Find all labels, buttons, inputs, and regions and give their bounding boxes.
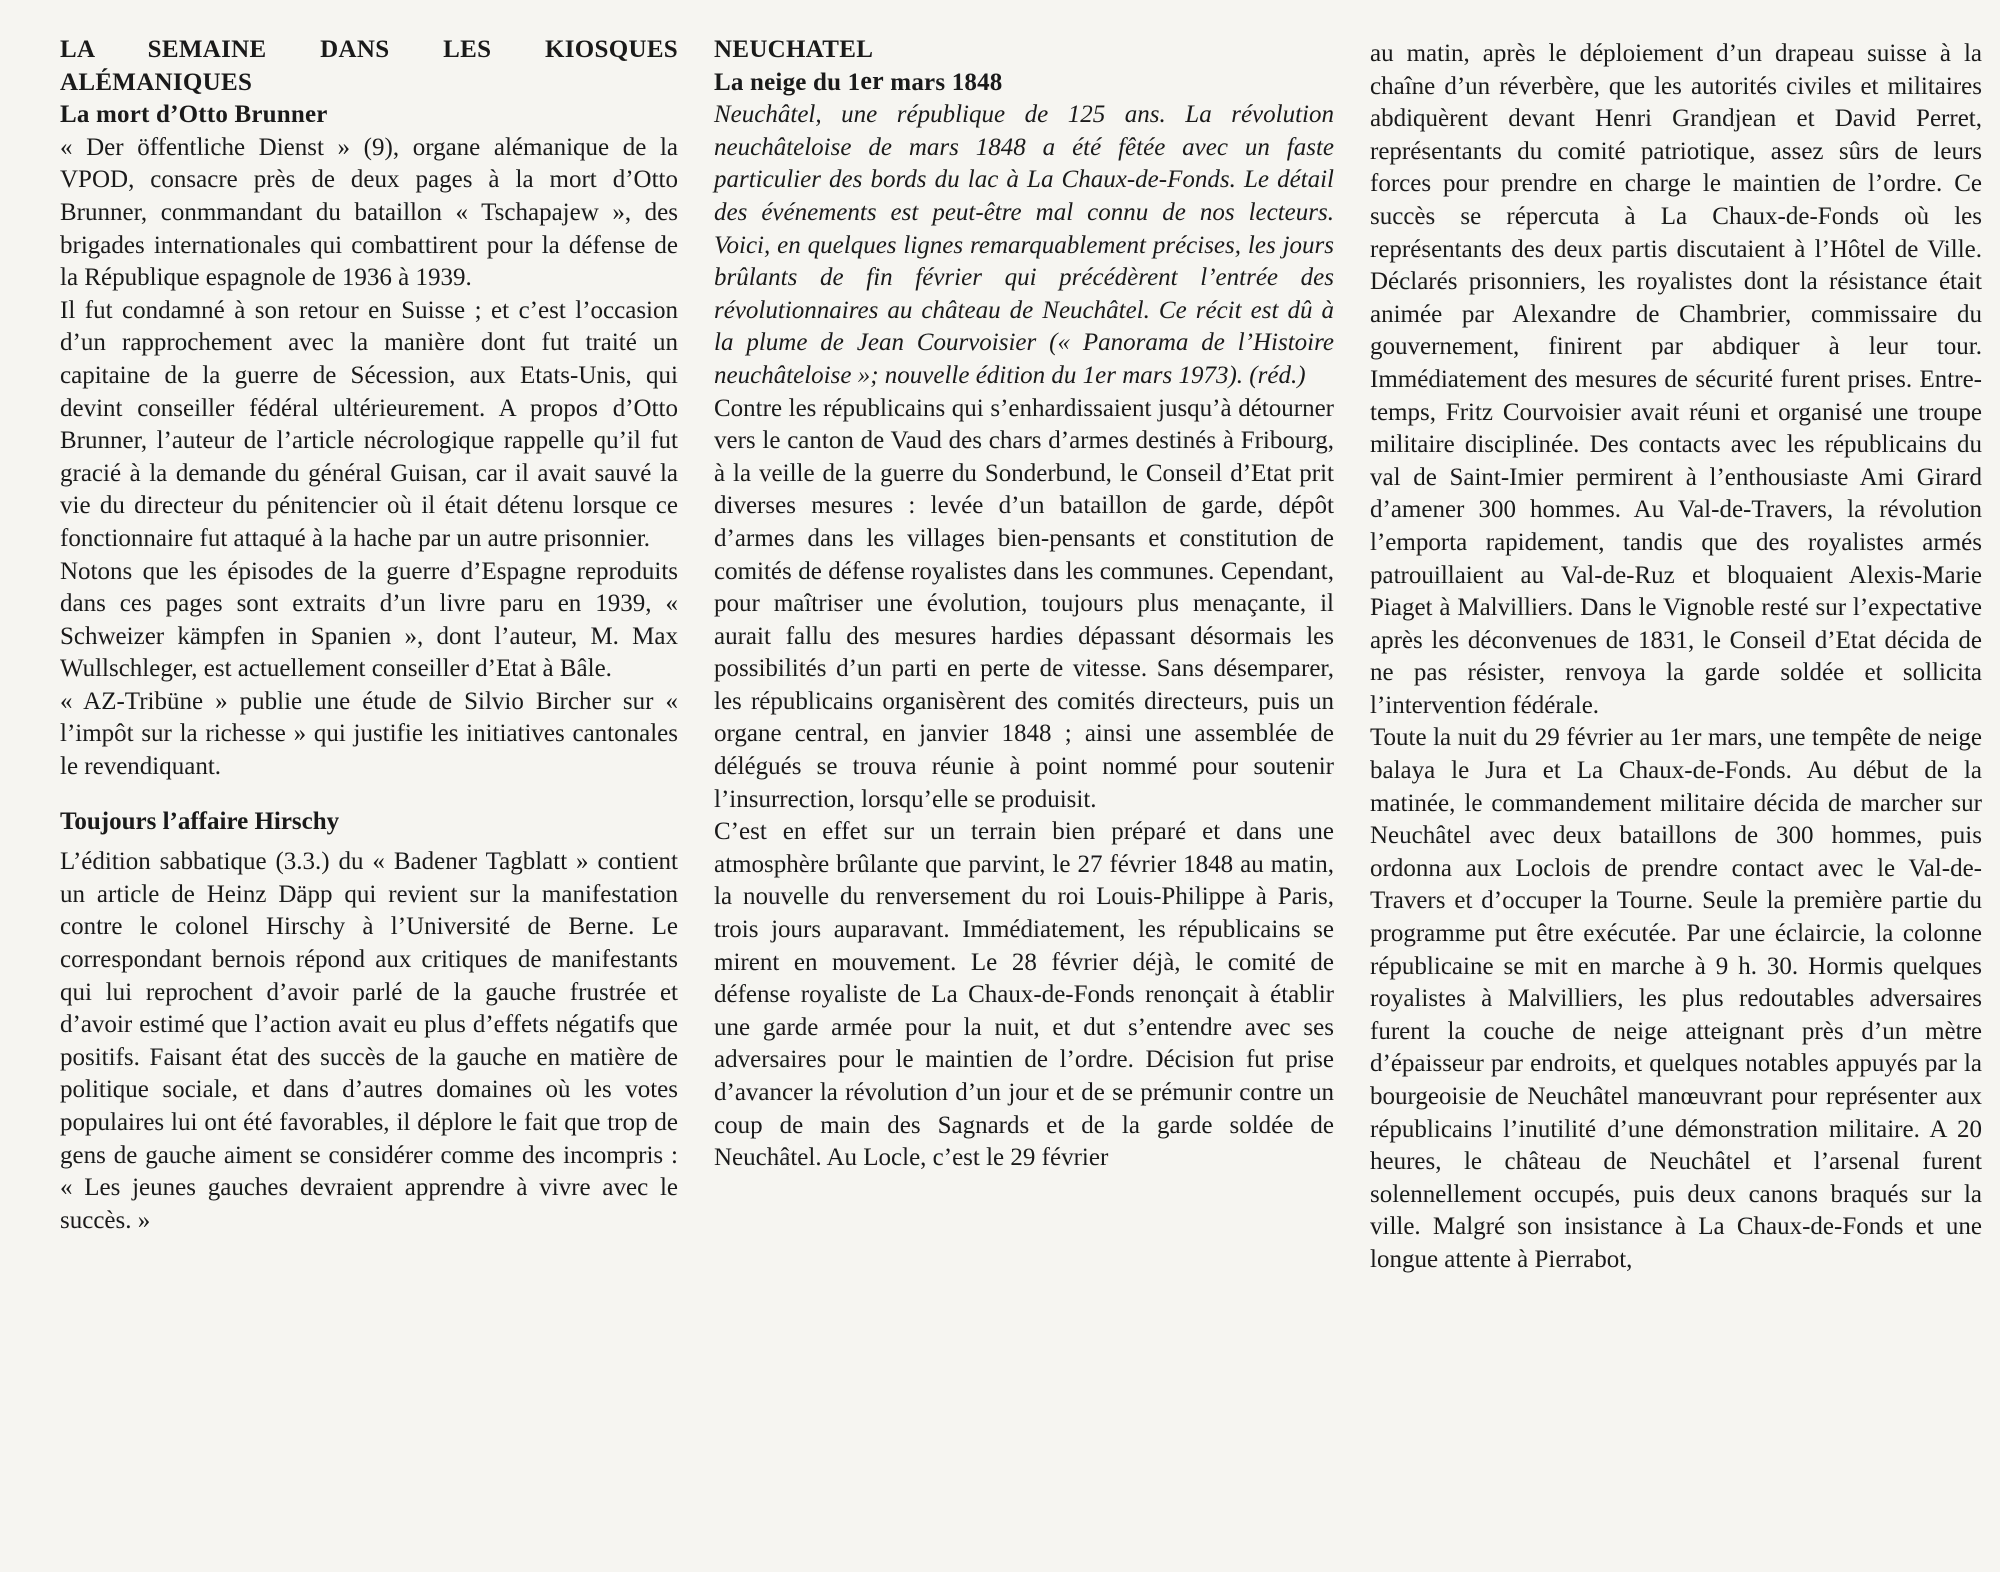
- headline-superscript: er: [860, 65, 884, 95]
- article-headline: [714, 67, 1334, 100]
- section-kicker: LA SEMAINE DANS LES KIOSQUES ALÉMANIQUES: [60, 36, 678, 96]
- article-paragraph: Il fut condamné à son retour en Suisse ; et c’est l’occasion d’un rapprochement avec la manière dont fut traité un capitaine de la guerre de Sécession, aux Etats-Unis, qui devint conseiller fédéral ultérieurement. A propos d’Otto Brunner, l’auteur de l’article nécrologique rappelle qu’il fut gracié à la demande du général Guisan, car il avait sauvé la vie du directeur du pénitencier où il était détenu lorsque ce fonctionnaire fut attaqué à la hache par un autre prisonnier.: [60, 296, 678, 552]
- article-paragraph: « AZ-Tribüne » publie une étude de Silvio Bircher sur « l’impôt sur la richesse » qui justifie les initiatives cantonales le revendiquant.: [60, 687, 678, 781]
- article-paragraph: au matin, après le déploiement d’un drapeau suisse à la chaîne d’un réverbère, que les autorités civiles et militaires abdiquèrent devant Henri Grandjean et David Perret, représentants du comité patriotique, assez sûrs de leurs forces pour prendre en charge le maintien de l’ordre. Ce succès se répercuta à La Chaux-de-Fonds où les représentants des deux partis discutaient à l’Hôtel de Ville. Déclarés prisonniers, les royalistes dont la résistance était animée par Alexandre de Chambrier, commissaire du gouvernement, finirent par abdiquer à leur tour. Immédiatement des mesures de sécurité furent prises. Entre-temps, Fritz Courvoisier avait réuni et organisé une troupe militaire disciplinée. Des contacts avec les républicains du val de Saint-Imier permirent à l’enthousiaste Ami Girard d’amener 300 hommes. Au Val-de-Travers, la révolution l’emporta rapidement, tandis que des royalistes armés patrouillaient au Val-de-Ruz et bloquaient Alexis-Marie Piaget à Malvilliers. Dans le Vignoble resté sur l’expectative après les déconvenues de 1831, le Conseil d’Etat décida de ne pas résister, renvoya la garde soldée et sollicita l’intervention fédérale.: [1370, 40, 1982, 719]
- article-column-right: [1370, 38, 1982, 1277]
- headline-text: La neige du 1: [714, 68, 861, 96]
- article-headline: La mort d’Otto Brunner: [60, 101, 328, 129]
- article-paragraph: C’est en effet sur un terrain bien préparé et dans une atmosphère brûlante que parvint, le 27 février 1848 au matin, la nouvelle du renversement du roi Louis-Philippe à Paris, trois jours auparavant. Immédiatement, les républicains se mirent en mouvement. Le 28 février déjà, le comité de défense royaliste de La Chaux-de-Fonds renonçait à établir une garde armée pour la nuit, et dut s’entendre avec ses adversaires pour le maintien de l’ordre. Décision fut prise d’avancer la révolution d’un jour et de se prémunir contre un coup de main des Sagnards et de la garde soldée de Neuchâtel. Au Locle, c’est le 29 février: [714, 818, 1334, 1172]
- article-column-left: [60, 34, 678, 1237]
- article-paragraph: L’édition sabbatique (3.3.) du « Badener Tagblatt » contient un article de Heinz Däpp qui revient sur la manifestation contre le colonel Hirschy à l’Université de Berne. Le correspondant bernois répond aux critiques de manifestants qui lui reprochent d’avoir parlé de la gauche frustrée et d’avoir estimé que l’action avait eu plus d’effets négatifs que positifs. Faisant état des succès de la gauche en matière de politique sociale, et dans d’autres domaines où les votes populaires lui ont été favorables, il déplore le fait que trop de gens de gauche aiment se considérer comme des incompris : « Les jeunes gauches devraient apprendre à vivre avec le succès. »: [60, 848, 678, 1234]
- article-lead: Neuchâtel, une république de 125 ans. La révolution neuchâteloise de mars 1848 a été fêtée avec un faste particulier des bords du lac à La Chaux-de-Fonds. Le détail des événements est peut-être mal connu de nos lecteurs. Voici, en quelques lignes remarquablement précises, les jours brûlants de fin février qui précédèrent l’entrée des révolutionnaires au château de Neuchâtel. Ce récit est dû à la plume de Jean Courvoisier (« Panorama de l’Histoire neuchâteloise »; nouvelle édition du 1er mars 1973). (réd.): [714, 101, 1334, 389]
- article-paragraph: Notons que les épisodes de la guerre d’Espagne reproduits dans ces pages sont extraits d’un livre paru en 1939, « Schweizer kämpfen in Spanien », dont l’auteur, M. Max Wullschleger, est actuellement conseiller d’Etat à Bâle.: [60, 557, 678, 683]
- article-subheading: Toujours l’affaire Hirschy: [60, 807, 340, 835]
- article-paragraph: « Der öffentliche Dienst » (9), organe alémanique de la VPOD, consacre près de deux pages à la mort d’Otto Brunner, conmmandant du bataillon « Tschapajew », des brigades internationales qui combattirent pour la défense de la République espagnole de 1936 à 1939.: [60, 133, 678, 292]
- article-paragraph: Contre les républicains qui s’enhardissaient jusqu’à détourner vers le canton de Vaud des chars d’armes destinés à Fribourg, à la veille de la guerre du Sonderbund, le Conseil d’Etat prit diverses mesures : levée d’un bataillon de garde, dépôt d’armes dans les villages bien-pensants et constitution de comités de défense royalistes dans les communes. Cependant, pour maîtriser une évolution, toujours plus menaçante, il aurait fallu des mesures hardies dépassant désormais les possibilités d’un parti en perte de vitesse. Sans désemparer, les républicains organisèrent des comités directeurs, puis un organe central, en janvier 1848 ; ainsi une assemblée de délégués se trouva réunie à point nommé pour soutenir l’insurrection, lorsqu’elle se produisit.: [714, 394, 1334, 813]
- section-kicker: NEUCHATEL: [714, 36, 874, 63]
- article-paragraph: Toute la nuit du 29 février au 1er mars, une tempête de neige balaya le Jura et La Chaux-de-Fonds. Au début de la matinée, le commandement militaire décida de marcher sur Neuchâtel avec deux bataillons de 300 hommes, puis ordonna aux Loclois de prendre contact avec le Val-de-Travers et d’occuper la Tourne. Seule la première partie du programme put être exécutée. Par une éclaircie, la colonne républicaine se mit en marche à 9 h. 30. Hormis quelques royalistes à Malvilliers, les plus redoutables adversaires furent la couche de neige atteignant près d’un mètre d’épaisseur par endroits, et quelques notables appuyés par la bourgeoisie de Neuchâtel manœuvrant pour représenter aux républicains l’inutilité d’une démonstration militaire. A 20 heures, le château de Neuchâtel et l’arsenal furent solennellement occupés, puis deux canons braqués sur la ville. Malgré son insistance à La Chaux-de-Fonds et une longue attente à Pierrabot,: [1370, 724, 1982, 1273]
- article-column-middle: [714, 34, 1334, 1175]
- headline-text-end: mars 1848: [883, 68, 1003, 96]
